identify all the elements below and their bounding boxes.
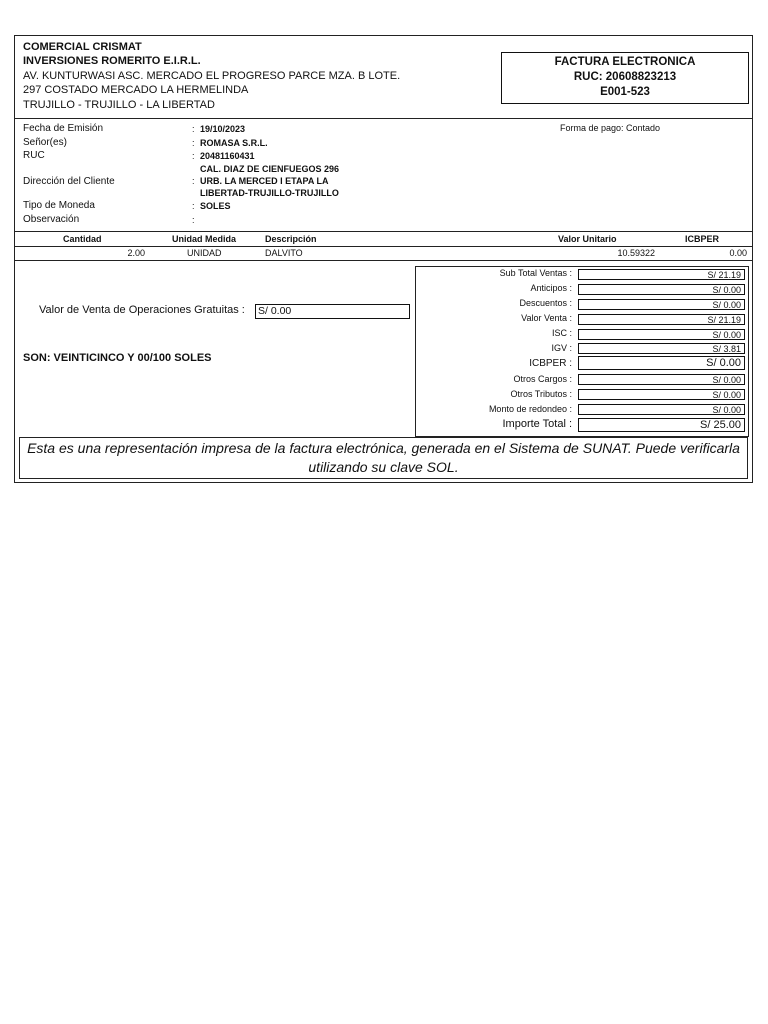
total-label-importe: Importe Total : <box>502 418 572 430</box>
totals-box <box>415 266 749 437</box>
value-ruc: 20481160431 <box>200 151 255 161</box>
value-direccion-line2: URB. LA MERCED I ETAPA LA <box>200 176 329 186</box>
gratuitas-value: S/ 0.00 <box>255 304 410 319</box>
cell-unidad: UNIDAD <box>187 248 222 258</box>
issuer-address-line3: TRUJILLO - TRUJILLO - LA LIBERTAD <box>23 99 215 111</box>
invoice-frame <box>14 35 753 483</box>
value-fecha: 19/10/2023 <box>200 124 246 134</box>
document-number: E001-523 <box>600 86 650 98</box>
sep-senor: : <box>192 138 195 148</box>
sunat-note: Esta es una representación impresa de la factura electrónica, generada en el Sistema de SUNAT. Puede verificarla utilizando su clave SOL. <box>19 437 748 479</box>
header-divider <box>15 118 752 119</box>
gratuitas-label: Valor de Venta de Operaciones Gratuitas : <box>39 304 245 316</box>
issuer-legal-name: INVERSIONES ROMERITO E.I.R.L. <box>23 55 201 67</box>
total-label-descuentos: Descuentos : <box>519 298 572 308</box>
total-label-isc: ISC : <box>551 328 572 338</box>
label-moneda: Tipo de Moneda <box>23 200 95 211</box>
label-ruc: RUC <box>23 150 45 161</box>
total-value-icbper: S/ 0.00 <box>578 356 745 370</box>
table-bottom-rule <box>15 260 752 261</box>
total-label-subtotal: Sub Total Ventas : <box>499 268 572 278</box>
cell-icbper: 0.00 <box>729 248 747 258</box>
col-header-unidad: Unidad Medida <box>172 234 237 244</box>
total-value-otros-tributos: S/ 0.00 <box>578 389 745 400</box>
issuer-trade-name: COMERCIAL CRISMAT <box>23 41 142 53</box>
total-label-otros-cargos: Otros Cargos : <box>513 374 572 384</box>
sep-moneda: : <box>192 201 195 211</box>
total-label-redondeo: Monto de redondeo : <box>488 404 572 414</box>
total-value-redondeo: S/ 0.00 <box>578 404 745 415</box>
document-id-box <box>501 52 749 104</box>
amount-in-words: SON: VEINTICINCO Y 00/100 SOLES <box>23 352 212 364</box>
cell-valor-unitario: 10.59322 <box>617 248 655 258</box>
total-value-importe: S/ 25.00 <box>578 418 745 432</box>
col-header-icbper: ICBPER <box>685 234 720 244</box>
value-moneda: SOLES <box>200 201 231 211</box>
label-direccion: Dirección del Cliente <box>23 176 115 187</box>
label-observacion: Observación <box>23 214 80 225</box>
document-title: FACTURA ELECTRONICA <box>554 56 696 68</box>
value-direccion-line1: CAL. DIAZ DE CIENFUEGOS 296 <box>200 164 340 174</box>
total-label-igv: IGV : <box>551 343 572 353</box>
col-header-valor-unitario: Valor Unitario <box>558 234 617 244</box>
issuer-ruc: RUC: 20608823213 <box>573 71 677 83</box>
total-value-anticipos: S/ 0.00 <box>578 284 745 295</box>
issuer-address-line1: AV. KUNTURWASI ASC. MERCADO EL PROGRESO PARCE MZA. B LOTE. <box>23 70 401 82</box>
total-value-otros-cargos: S/ 0.00 <box>578 374 745 385</box>
sep-ruc: : <box>192 151 195 161</box>
total-value-descuentos: S/ 0.00 <box>578 299 745 310</box>
sep-observacion: : <box>192 215 195 225</box>
total-value-valor-venta: S/ 21.19 <box>578 314 745 325</box>
cell-descripcion: DALVITO <box>265 248 303 258</box>
total-label-anticipos: Anticipos : <box>530 283 572 293</box>
table-top-rule <box>15 231 752 232</box>
label-fecha: Fecha de Emisión <box>23 123 104 134</box>
col-header-cantidad: Cantidad <box>63 234 102 244</box>
col-header-descripcion: Descripción <box>265 234 317 244</box>
issuer-address-line2: 297 COSTADO MERCADO LA HERMELINDA <box>23 84 249 96</box>
total-label-otros-tributos: Otros Tributos : <box>510 389 572 399</box>
value-senor: ROMASA S.R.L. <box>200 138 268 148</box>
total-value-igv: S/ 3.81 <box>578 343 745 354</box>
value-direccion-line3: LIBERTAD-TRUJILLO-TRUJILLO <box>200 188 339 198</box>
total-label-icbper: ICBPER : <box>529 358 572 369</box>
label-senor: Señor(es) <box>23 137 67 148</box>
table-header-rule <box>15 246 752 247</box>
total-value-isc: S/ 0.00 <box>578 329 745 340</box>
cell-cantidad: 2.00 <box>127 248 145 258</box>
forma-pago: Forma de pago: Contado <box>560 123 661 133</box>
sep-direccion: : <box>192 176 195 186</box>
total-value-subtotal: S/ 21.19 <box>578 269 745 280</box>
total-label-valor-venta: Valor Venta : <box>521 313 572 323</box>
sep-fecha: : <box>192 124 195 134</box>
